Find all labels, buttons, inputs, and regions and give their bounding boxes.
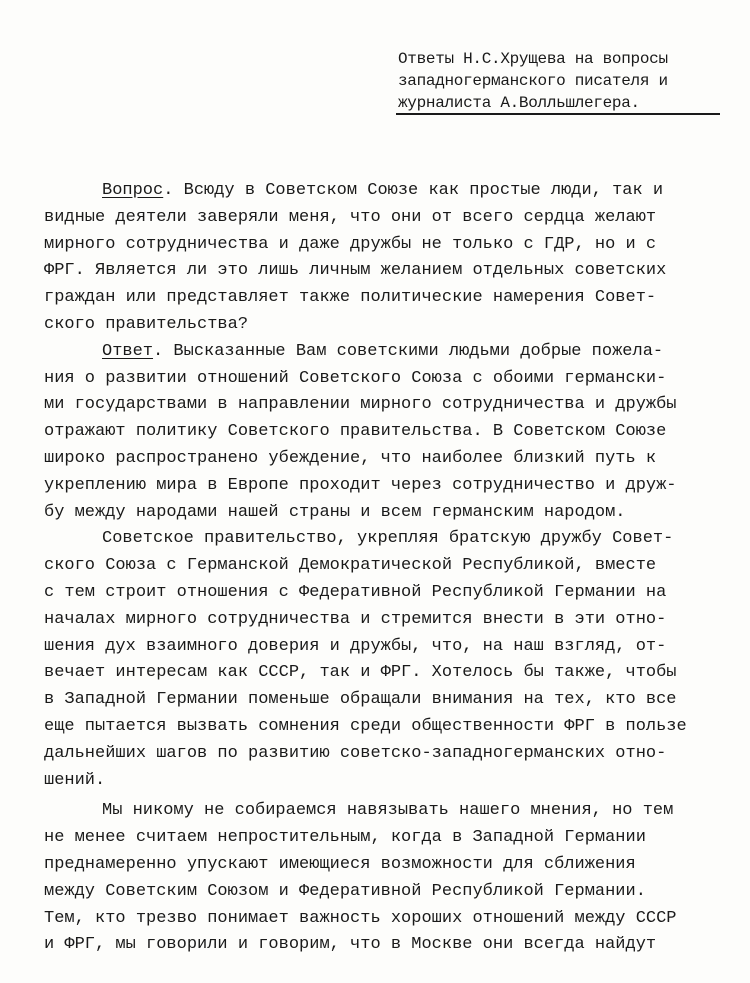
text-line: ФРГ. Является ли это лишь личным желанием отдельных советских (44, 261, 667, 281)
paragraph-government-policy (44, 526, 734, 794)
title-line: западногерманского писателя и (398, 72, 668, 90)
question-label: Вопрос (102, 181, 164, 200)
text-line: с тем строит отношения с Федеративной Республикой Германии на (44, 582, 667, 602)
text-line (44, 339, 734, 366)
text-line: ния о развитии отношений Советского Союза с обоими германски- (44, 368, 667, 388)
text-line: дальнейших шагов по развитию советско-западногерманских отно- (44, 743, 667, 763)
text-line: в Западной Германии поменьше обращали внимания на тех, кто все (44, 690, 677, 710)
text-line (44, 178, 734, 205)
text-line: ского правительства? (44, 314, 249, 334)
text-line: граждан или представляет также политические намерения Совет- (44, 288, 657, 308)
title-underline (396, 113, 720, 115)
text-line: широко распространено убеждение, что наиболее близкий путь к (44, 448, 657, 468)
text-line: преднамеренно упускают имеющиеся возможности для сближения (44, 854, 636, 874)
text-line: шения дух взаимного доверия и дружбы, что, на наш взгляд, от- (44, 636, 667, 656)
title-line: журналиста А.Волльшлегера. (398, 94, 640, 112)
text-line: ми государствами в направлении мирного сотрудничества и дружбы (44, 395, 677, 415)
question-text: . Всюду в Советском Союзе как простые люди, так и (163, 181, 664, 200)
paragraph-opinion (44, 798, 734, 959)
answer-text: . Высказанные Вам советскими людьми добрые пожела- (153, 341, 664, 361)
text-line: шений. (44, 770, 106, 790)
text-line: началах мирного сотрудничества и стремится внести в эти отно- (44, 609, 667, 629)
text-line: ского Союза с Германской Демократической Республикой, вместе (44, 556, 657, 576)
text-line: видные деятели заверяли меня, что они от всего сердца желают (44, 207, 657, 227)
text-line: укреплению мира в Европе проходит через сотрудничество и друж- (44, 475, 677, 495)
text-line: Мы никому не собираемся навязывать нашего мнения, но тем (102, 801, 674, 821)
answer-label: Ответ (102, 341, 154, 361)
question-paragraph (44, 178, 734, 339)
title-line: Ответы Н.С.Хрущева на вопросы (398, 50, 668, 68)
text-line: между Советским Союзом и Федеративной Республикой Германии. (44, 881, 646, 901)
text-line: еще пытается вызвать сомнения среди общественности ФРГ в пользе (44, 716, 687, 736)
answer-paragraph (44, 339, 734, 527)
document-title-block (398, 48, 728, 114)
text-line: вечает интересам как СССР, так и ФРГ. Хотелось бы также, чтобы (44, 663, 677, 683)
document-body (44, 178, 734, 959)
text-line: Тем, кто трезво понимает важность хороших отношений между СССР (44, 908, 677, 928)
text-line: и ФРГ, мы говорили и говорим, что в Москве они всегда найдут (44, 935, 657, 955)
text-line: отражают политику Советского правительства. В Советском Союзе (44, 422, 667, 442)
text-line: Советское правительство, укрепляя братскую дружбу Совет- (102, 529, 674, 549)
text-line: мирного сотрудничества и даже дружбы не только с ГДР, но и с (44, 234, 657, 254)
text-line: бу между народами нашей страны и всем германским народом. (44, 502, 626, 522)
text-line: не менее считаем непростительным, когда в Западной Германии (44, 828, 646, 848)
